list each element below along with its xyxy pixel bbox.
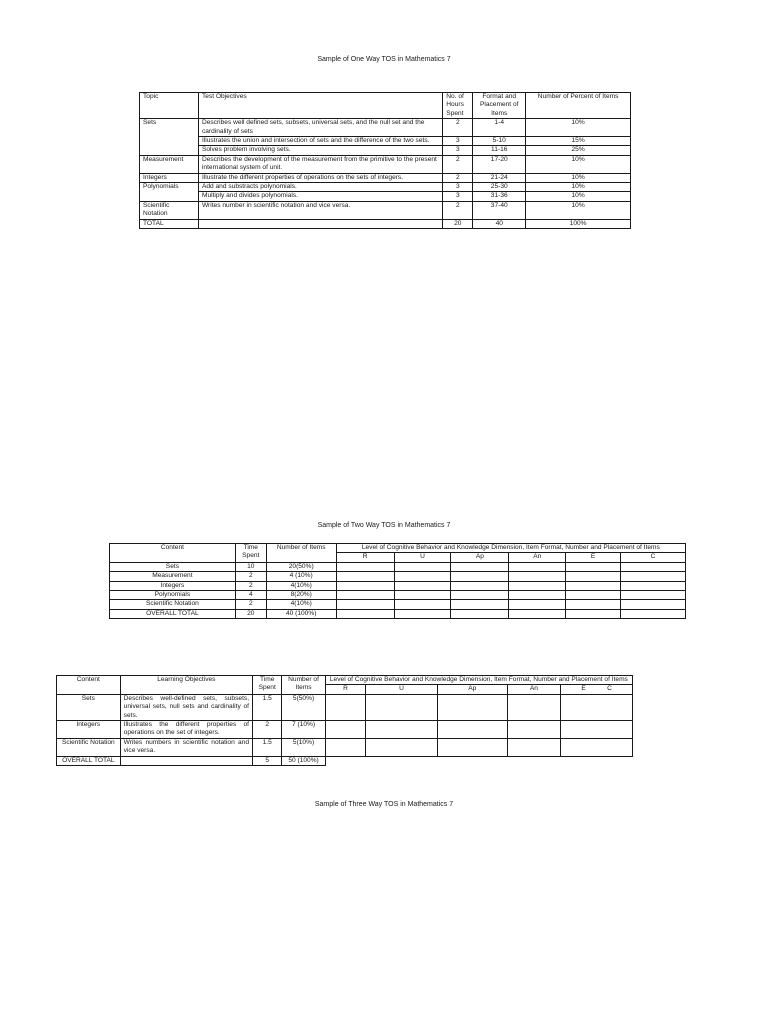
items-cell: 5(10%) <box>282 738 325 756</box>
total-percent: 100% <box>526 219 631 228</box>
content-cell: Integers <box>57 721 121 739</box>
table-row <box>57 721 633 739</box>
two-way-tos-table <box>109 543 686 619</box>
empty-cell <box>336 591 394 600</box>
placement-cell: 1-4 <box>473 119 526 137</box>
level-c: C <box>621 553 686 562</box>
percent-cell: 10% <box>526 119 631 137</box>
empty-cell <box>366 738 438 756</box>
empty-cell <box>566 572 621 581</box>
empty-cell <box>394 591 451 600</box>
empty-cell <box>509 591 566 600</box>
total-row <box>140 219 631 228</box>
empty-cell <box>621 600 686 609</box>
empty-cell <box>507 694 561 720</box>
hours-cell: 3 <box>443 183 473 192</box>
table-row <box>140 173 631 182</box>
table-row <box>110 572 686 581</box>
empty-cell <box>394 609 451 618</box>
header-level: Level of Cognitive Behavior and Knowledge Dimension, Item Format, Number and Placement of Items <box>336 544 685 553</box>
objective-cell: Solves problem involving sets. <box>198 146 442 155</box>
table-row <box>110 591 686 600</box>
empty-cell <box>336 572 394 581</box>
table-row <box>140 146 631 155</box>
header-content: Content <box>110 544 236 563</box>
total-label: OVERALL TOTAL <box>57 756 121 765</box>
empty-cell <box>566 591 621 600</box>
items-cell: 20(50%) <box>266 562 336 571</box>
empty-cell <box>451 581 509 590</box>
empty-cell <box>394 600 451 609</box>
time-cell: 1.5 <box>253 694 282 720</box>
empty-cell <box>509 609 566 618</box>
empty-cell <box>451 572 509 581</box>
empty-cell <box>325 756 632 765</box>
time-cell: 10 <box>235 562 266 571</box>
percent-cell: 10% <box>526 192 631 201</box>
percent-cell: 25% <box>526 146 631 155</box>
empty-cell <box>509 600 566 609</box>
empty-cell <box>621 572 686 581</box>
placement-cell: 17-20 <box>473 155 526 173</box>
topic-cell: Scientific Notation <box>140 201 199 219</box>
hours-cell: 3 <box>443 192 473 201</box>
level-r: R <box>336 553 394 562</box>
empty-cell <box>336 581 394 590</box>
time-cell: 2 <box>235 581 266 590</box>
empty-cell <box>325 721 365 739</box>
header-number-of-items: Number of Items <box>266 544 336 563</box>
empty-cell <box>451 591 509 600</box>
empty-cell <box>621 562 686 571</box>
empty-cell <box>325 694 365 720</box>
table-row <box>140 183 631 192</box>
topic-cell: Integers <box>140 173 199 182</box>
total-label: TOTAL <box>140 219 199 228</box>
objective-cell: Illustrate the different properties of operations on the sets of integers. <box>198 173 442 182</box>
table-row <box>110 562 686 571</box>
level-u: U <box>366 685 438 694</box>
header-learning-objectives: Learning Objectives <box>120 676 252 695</box>
header-objectives: Test Objectives <box>198 93 442 119</box>
level-e: E <box>581 685 586 693</box>
level-c: C <box>607 685 612 693</box>
items-cell: 4(10%) <box>266 600 336 609</box>
three-way-caption: Sample of Three Way TOS in Mathematics 7 <box>314 801 454 808</box>
total-placement: 40 <box>473 219 526 228</box>
content-cell: Sets <box>57 694 121 720</box>
topic-cell: Sets <box>140 119 199 156</box>
empty-cell <box>621 591 686 600</box>
empty-cell <box>561 738 633 756</box>
items-cell: 7 (10%) <box>282 721 325 739</box>
hours-cell: 2 <box>443 201 473 219</box>
table-row <box>110 581 686 590</box>
table-header-row <box>110 544 686 553</box>
topic-cell: Measurement <box>140 155 199 173</box>
percent-cell: 10% <box>526 183 631 192</box>
percent-cell: 15% <box>526 137 631 146</box>
objective-cell: Describes well defined sets, subsets, universal sets, and the null set and the cardinality of sets <box>198 119 442 137</box>
two-way-title: Sample of Two Way TOS in Mathematics 7 <box>317 522 451 529</box>
items-cell: 40 (100%) <box>266 609 336 618</box>
time-cell: 2 <box>253 721 282 739</box>
header-level <box>325 676 632 685</box>
level-e-c <box>561 685 633 694</box>
empty-cell <box>566 581 621 590</box>
empty-cell <box>561 721 633 739</box>
empty-cell <box>621 609 686 618</box>
three-way-tos-table <box>56 675 633 766</box>
placement-cell: 37-40 <box>473 201 526 219</box>
empty-cell <box>437 738 507 756</box>
placement-cell: 31-36 <box>473 192 526 201</box>
header-topic: Topic <box>140 93 199 119</box>
empty-cell <box>566 562 621 571</box>
time-cell: 20 <box>235 609 266 618</box>
content-cell: Integers <box>110 581 236 590</box>
empty-cell <box>507 721 561 739</box>
header-percent: Number of Percent of Items <box>526 93 631 119</box>
total-time: 5 <box>253 756 282 765</box>
placement-cell: 5-10 <box>473 137 526 146</box>
time-cell: 2 <box>235 600 266 609</box>
content-cell: OVERALL TOTAL <box>110 609 236 618</box>
empty-cell <box>366 721 438 739</box>
level-e: E <box>566 553 621 562</box>
empty-cell <box>566 600 621 609</box>
items-cell: 4 (10%) <box>266 572 336 581</box>
total-hours: 20 <box>443 219 473 228</box>
hours-cell: 2 <box>443 119 473 137</box>
empty-cell <box>394 581 451 590</box>
time-cell: 4 <box>235 591 266 600</box>
table-header-row <box>57 676 633 685</box>
time-cell: 1.5 <box>253 738 282 756</box>
empty-cell <box>451 562 509 571</box>
topic-cell: Polynomials <box>140 183 199 202</box>
placement-cell: 11-16 <box>473 146 526 155</box>
objective-cell: Illustrates the different properties of operations on the set of integers. <box>120 721 252 739</box>
level-ap: Ap <box>437 685 507 694</box>
empty-cell <box>561 694 633 720</box>
objective-cell: Multiply and divides polynomials. <box>198 192 442 201</box>
header-number-of-items: Number of Items <box>282 676 325 695</box>
header-hours: No. of Hours Spent <box>443 93 473 119</box>
hours-cell: 3 <box>443 146 473 155</box>
content-cell: Scientific Notation <box>110 600 236 609</box>
content-cell: Polynomials <box>110 591 236 600</box>
time-cell: 2 <box>235 572 266 581</box>
hours-cell: 3 <box>443 137 473 146</box>
objective-cell: Writes numbers in scientific notation and vice versa. <box>120 738 252 756</box>
table-row <box>57 738 633 756</box>
table-header-row <box>140 93 631 119</box>
content-cell: Sets <box>110 562 236 571</box>
header-level-text: Level of Cognitive Behavior and Knowledge Dimension, Item Format, Number and Placement of Items <box>329 676 628 683</box>
table-row <box>140 192 631 201</box>
items-cell: 8(20%) <box>266 591 336 600</box>
objective-cell: Describes well-defined sets, subsets, universal sets, null sets and cardinality of sets. <box>120 694 252 720</box>
items-cell: 4(10%) <box>266 581 336 590</box>
empty-cell <box>566 609 621 618</box>
header-time-spent: Time Spent <box>235 544 266 563</box>
empty-cell <box>394 562 451 571</box>
empty-cell <box>507 738 561 756</box>
total-items: 50 (100%) <box>282 756 325 765</box>
level-an: An <box>507 685 561 694</box>
header-placement: Format and Placement of Items <box>473 93 526 119</box>
empty-cell <box>366 694 438 720</box>
header-time-spent: Time Spent <box>253 676 282 695</box>
one-way-tos-table <box>139 92 631 229</box>
empty-cell <box>336 609 394 618</box>
empty-cell <box>325 738 365 756</box>
empty-cell <box>509 572 566 581</box>
percent-cell: 10% <box>526 201 631 219</box>
table-row <box>140 201 631 219</box>
content-cell: Scientific Notation <box>57 738 121 756</box>
empty-cell <box>451 609 509 618</box>
hours-cell: 2 <box>443 173 473 182</box>
total-row <box>110 609 686 618</box>
objective-cell: Illustrates the union and intersection of sets and the difference of the two sets. <box>198 137 442 146</box>
items-cell: 5(50%) <box>282 694 325 720</box>
empty-cell <box>509 562 566 571</box>
empty-cell <box>451 600 509 609</box>
table-row <box>110 600 686 609</box>
empty-cell <box>509 581 566 590</box>
empty-cell <box>336 562 394 571</box>
empty-cell <box>394 572 451 581</box>
placement-cell: 21-24 <box>473 173 526 182</box>
one-way-title: Sample of One Way TOS in Mathematics 7 <box>317 56 451 63</box>
placement-cell: 25-30 <box>473 183 526 192</box>
objective-cell: Add and substracts polynomials. <box>198 183 442 192</box>
table-row <box>57 694 633 720</box>
table-row <box>140 137 631 146</box>
empty-cell <box>336 600 394 609</box>
level-u: U <box>394 553 451 562</box>
hours-cell: 2 <box>443 155 473 173</box>
level-an: An <box>509 553 566 562</box>
objective-cell: Writes number in scientific notation and vice versa. <box>198 201 442 219</box>
empty-cell <box>198 219 442 228</box>
content-cell: Measurement <box>110 572 236 581</box>
empty-cell <box>621 581 686 590</box>
empty-cell <box>437 721 507 739</box>
empty-cell <box>120 756 252 765</box>
level-r: R <box>325 685 365 694</box>
empty-cell <box>437 694 507 720</box>
percent-cell: 10% <box>526 173 631 182</box>
total-row <box>57 756 633 765</box>
level-ap: Ap <box>451 553 509 562</box>
table-row <box>140 155 631 173</box>
table-row <box>140 119 631 137</box>
objective-cell: Describes the development of the measurement from the primitive to the present international system of unit. <box>198 155 442 173</box>
percent-cell: 10% <box>526 155 631 173</box>
header-content: Content <box>57 676 121 695</box>
